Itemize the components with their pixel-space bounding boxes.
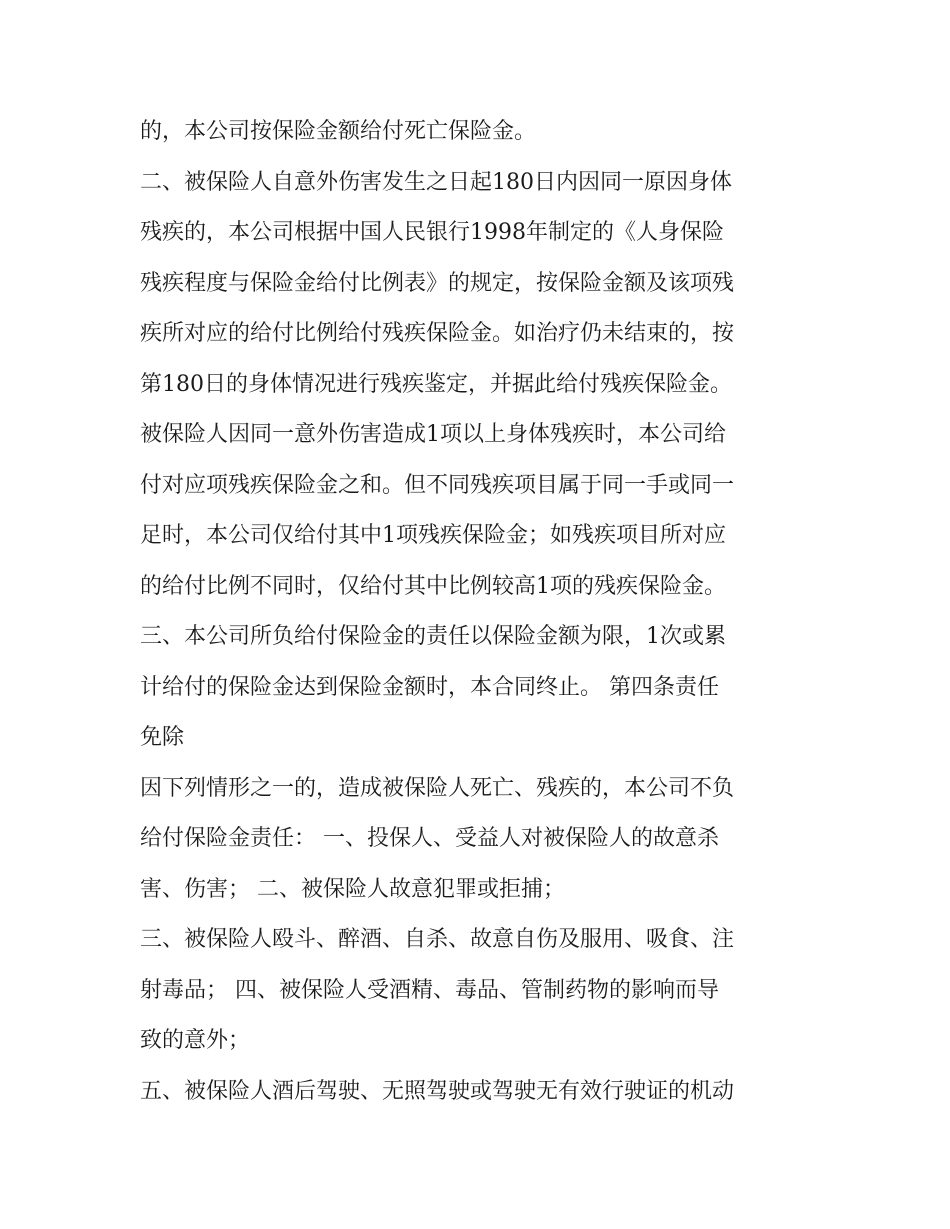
- text-line: 五、被保险人酒后驾驶、无照驾驶或驾驶无有效行驶证的机动: [140, 1078, 735, 1104]
- text-line: 的给付比例不同时，仅给付其中比例较高1项的残疾保险金。: [140, 573, 726, 599]
- text-line: 第180日的身体情况进行残疾鉴定，并据此给付残疾保险金。: [140, 371, 732, 397]
- text-line: 疾所对应的给付比例给付残疾保险金。如治疗仍未结束的，按: [140, 321, 735, 346]
- text-line: 免除: [140, 725, 185, 750]
- text-line: 给付保险金责任： 一、投保人、受益人对被保险人的故意杀: [140, 826, 719, 851]
- text-line: 致的意外；: [140, 1028, 251, 1053]
- text-line: 足时，本公司仅给付其中1项残疾保险金；如残疾项目所对应: [140, 523, 726, 548]
- text-line: 因下列情形之一的，造成被保险人死亡、残疾的，本公司不负: [140, 775, 735, 801]
- text-line: 三、被保险人殴斗、醉酒、自杀、故意自伤及服用、吸食、注: [140, 927, 735, 952]
- text-line: 付对应项残疾保险金之和。但不同残疾项目属于同一手或同一: [140, 472, 735, 498]
- text-line: 二、被保险人自意外伤害发生之日起180日内因同一原因身体: [140, 169, 732, 195]
- text-line: 害、伤害； 二、被保险人故意犯罪或拒捕；: [140, 876, 565, 902]
- text-line: 残疾的，本公司根据中国人民银行1998年制定的《人身保险: [140, 220, 724, 245]
- text-line: 射毒品； 四、被保险人受酒精、毒品、管制药物的影响而导: [140, 977, 719, 1003]
- text-line: 的，本公司按保险金额给付死亡保险金。: [140, 119, 537, 144]
- text-line: 残疾程度与保险金给付比例表》的规定，按保险金额及该项残: [140, 270, 735, 296]
- text-line: 三、本公司所负给付保险金的责任以保险金额为限，1次或累: [140, 624, 726, 649]
- text-line: 被保险人因同一意外伤害造成1项以上身体残疾时，本公司给: [140, 422, 726, 447]
- document-body: [140, 107, 820, 1117]
- text-line: 计给付的保险金达到保险金额时，本合同终止。 第四条责任: [140, 674, 719, 700]
